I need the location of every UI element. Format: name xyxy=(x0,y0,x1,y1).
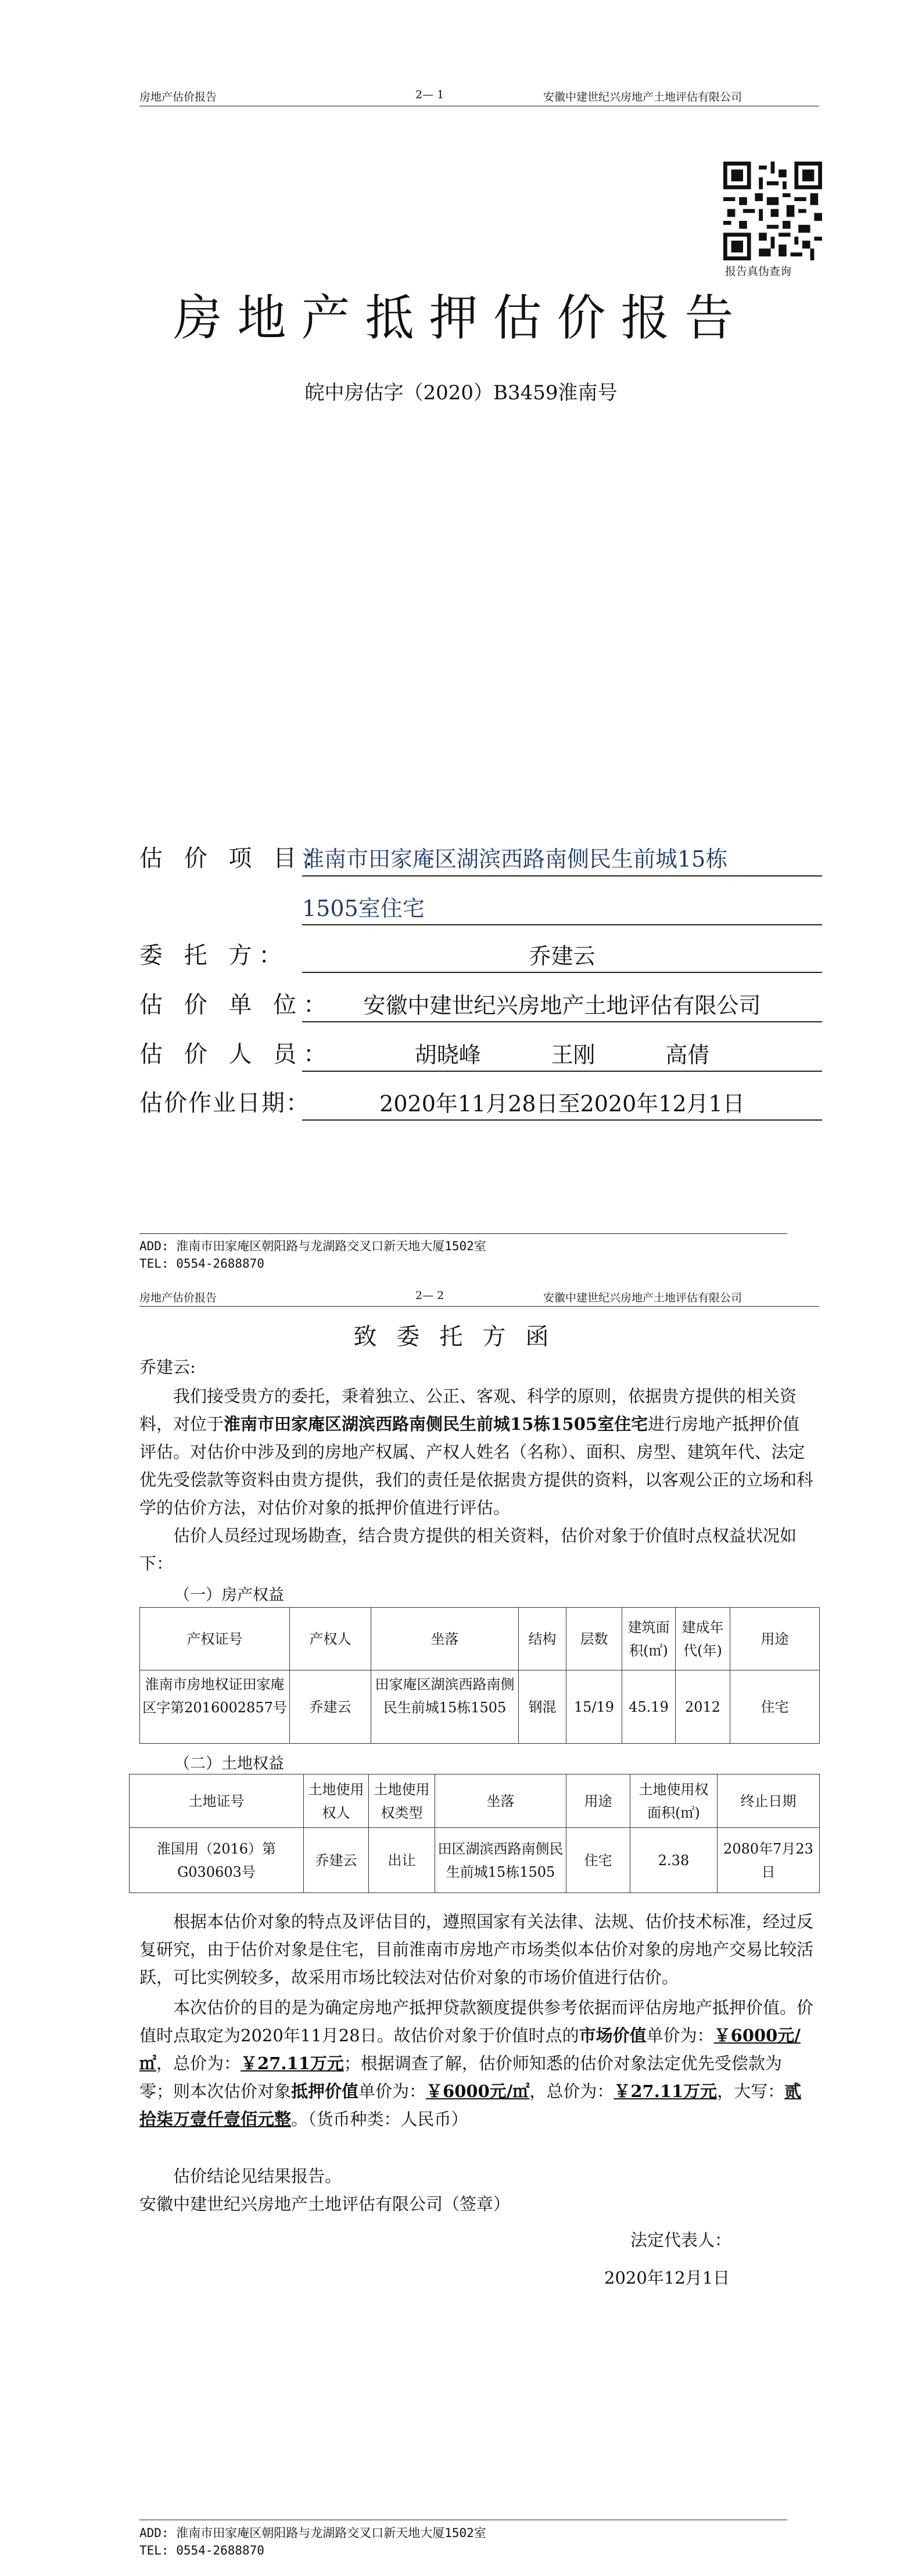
valuation-text: 单价为： xyxy=(646,2026,714,2045)
table-header-cell: 建筑面积(㎡) xyxy=(622,1608,676,1670)
footer-rule xyxy=(139,1233,787,1234)
market-unit-price: ￥6000元/㎡ xyxy=(139,2026,801,2073)
underline xyxy=(302,972,822,973)
field-value-appraiser-firm: 安徽中建世纪兴房地产土地评估有限公司 xyxy=(363,993,761,1018)
table-cell: 45.19 xyxy=(622,1670,676,1744)
salutation: 乔建云: xyxy=(139,1357,196,1377)
footer-phone: TEL: 0554-2688870 xyxy=(139,2543,264,2557)
table-cell: 乔建云 xyxy=(304,1828,369,1893)
qr-code-icon xyxy=(723,162,822,260)
intro-paragraph xyxy=(139,1382,813,1522)
footer-address: ADD: 淮南市田家庵区朝阳路与龙湖路交叉口新天地大厦1502室 xyxy=(139,2526,486,2540)
table-header-cell: 层数 xyxy=(566,1608,622,1670)
valuation-paragraph xyxy=(139,1994,813,2133)
table-header-cell: 产权人 xyxy=(290,1608,371,1670)
underline xyxy=(302,924,822,925)
table-header-cell: 土地使用权类型 xyxy=(369,1774,435,1828)
header-left: 房地产估价报告 xyxy=(139,1291,217,1304)
mortgage-unit-price: ￥6000元/㎡ xyxy=(426,2081,530,2101)
field-value-work-date: 2020年11月28日至2020年12月1日 xyxy=(379,1091,745,1117)
table-cell: 淮国用（2016）第G030603号 xyxy=(130,1828,304,1893)
table-cell: 田区湖滨西路南侧民生前城15栋1505 xyxy=(435,1828,566,1893)
conclusion-note: 估价结论见结果报告。 xyxy=(173,2166,342,2186)
table-header-cell: 土地证号 xyxy=(130,1774,304,1828)
valuation-text: ，大写： xyxy=(717,2081,785,2101)
rights-intro: 估价人员经过现场勘查，结合贵方提供的相关资料，估价对象于价值时点权益状况如下： xyxy=(139,1526,797,1573)
table-header-row xyxy=(140,1608,820,1670)
table-cell: 2.38 xyxy=(630,1828,717,1893)
field-value-client: 乔建云 xyxy=(529,943,595,969)
table-cell: 乔建云 xyxy=(290,1670,371,1744)
header-left: 房地产估价报告 xyxy=(139,91,217,103)
report-number: 皖中房估字（2020）B3459淮南号 xyxy=(304,381,618,405)
table-header-row xyxy=(130,1774,820,1828)
mortgage-total-price: ￥27.11万元 xyxy=(614,2081,717,2101)
table-cell: 出让 xyxy=(369,1828,435,1893)
intro-text: 我们接受贵方的委托，秉着独立、公正、客观、科学的原则，依据贵方提供的相关资料，对位于 xyxy=(139,1386,797,1434)
mortgage-value-label: 抵押价值 xyxy=(291,2081,359,2101)
field-value-appraisers: 胡晓峰 王刚 高倩 xyxy=(414,1042,710,1068)
field-label-project: 估 价 项 目： xyxy=(139,845,334,872)
field-label-client: 委 托 方： xyxy=(139,942,289,969)
table-header-cell: 终止日期 xyxy=(717,1774,820,1828)
intro-text-cont: 进行房地产抵押价值评估。对估价中涉及到的房地产权属、产权人姓名（名称）、面积、房型、建筑年代、法定优先受偿款等资料由贵方提供，我们的责任是依据贵方提供的资料，以客观公正的立场和科学的估价方法，对估价对象的抵押价值进行评估。 xyxy=(139,1414,814,1518)
table-header-cell: 坐落 xyxy=(435,1774,566,1828)
underline xyxy=(302,1119,822,1121)
legal-representative: 法定代表人： xyxy=(630,2230,732,2250)
header-page-number: 2— 1 xyxy=(415,88,444,101)
underline xyxy=(302,1071,822,1072)
report-title: 房地产抵押估价报告 xyxy=(173,289,749,346)
table-row xyxy=(130,1828,820,1893)
valuation-text: 本次估价的目的是为确定房地产抵押贷款额度提供参考依据而评估房地产抵押价值。价值时点取定为2020年11月28日。故估价对象于价值时点的 xyxy=(139,1998,814,2045)
field-label-work-date: 估价作业日期： xyxy=(139,1090,310,1117)
table-cell: 2012 xyxy=(676,1670,730,1744)
letter-date: 2020年12月1日 xyxy=(604,2268,730,2288)
table-cell: 15/19 xyxy=(566,1670,622,1744)
market-value-label: 市场价值 xyxy=(579,2026,647,2045)
table-header-cell: 用途 xyxy=(566,1774,630,1828)
table-header-cell: 结构 xyxy=(519,1608,566,1670)
land-rights-table xyxy=(129,1774,820,1893)
qr-caption: 报告真伪查询 xyxy=(725,265,792,278)
table-header-cell: 坐落 xyxy=(371,1608,519,1670)
field-value-project-cont: 1505室住宅 xyxy=(302,896,425,921)
market-total-price: ￥27.11万元 xyxy=(241,2053,344,2073)
valuation-text: ，总价为： xyxy=(156,2053,241,2073)
footer-address: ADD: 淮南市田家庵区朝阳路与龙湖路交叉口新天地大厦1502室 xyxy=(139,1239,486,1253)
table-header-cell: 土地使用权人 xyxy=(304,1774,369,1828)
company-signature: 安徽中建世纪兴房地产土地评估有限公司（签章） xyxy=(139,2194,511,2214)
underline xyxy=(302,875,822,876)
field-value-project: 淮南市田家庵区湖滨西路南侧民生前城15栋 xyxy=(302,846,728,872)
valuation-text: 。（货币种类：人民币） xyxy=(291,2109,468,2129)
table-cell: 住宅 xyxy=(730,1670,820,1744)
amount-in-words: 贰拾柒万壹仟壹佰元整 xyxy=(139,2081,802,2129)
house-rights-caption: （一）房产权益 xyxy=(174,1586,284,1604)
letter-title: 致委托方函 xyxy=(353,1323,569,1350)
land-rights-caption: （二）土地权益 xyxy=(174,1755,284,1773)
table-cell: 田家庵区湖滨西路南侧民生前城15栋1505 xyxy=(371,1670,519,1744)
property-address: 淮南市田家庵区湖滨西路南侧民生前城15栋1505室住宅 xyxy=(224,1414,648,1434)
house-rights-table xyxy=(139,1607,820,1744)
field-label-appraiser-firm: 估 价 单 位： xyxy=(139,992,334,1018)
footer-phone: TEL: 0554-2688870 xyxy=(139,1257,264,1271)
header-right: 安徽中建世纪兴房地产土地评估有限公司 xyxy=(543,91,742,103)
table-header-cell: 用途 xyxy=(730,1608,820,1670)
header-page-number: 2— 2 xyxy=(415,1289,444,1302)
valuation-text: ，总价为： xyxy=(529,2081,614,2101)
table-cell: 淮南市房地权证田家庵区字第2016002857号 xyxy=(140,1670,290,1744)
table-row xyxy=(140,1670,820,1744)
header-right: 安徽中建世纪兴房地产土地评估有限公司 xyxy=(543,1291,742,1304)
field-label-appraisers: 估 价 人 员： xyxy=(139,1041,334,1068)
valuation-text: 单价为： xyxy=(358,2081,426,2101)
header-rule xyxy=(139,1306,819,1307)
table-header-cell: 建成年代(年) xyxy=(676,1608,730,1670)
table-cell: 钢混 xyxy=(519,1670,566,1744)
valuation-text: ；根据调查了解，估价师知悉的估价对象法定优先受偿款为零；则本次估价对象 xyxy=(139,2053,782,2101)
table-cell: 2080年7月23日 xyxy=(717,1828,820,1893)
table-header-cell: 产权证号 xyxy=(140,1608,290,1670)
underline xyxy=(302,1021,822,1022)
table-cell: 住宅 xyxy=(566,1828,630,1893)
table-header-cell: 土地使用权面积(㎡) xyxy=(630,1774,717,1828)
method-paragraph: 根据本估价对象的特点及评估目的，遵照国家有关法律、法规、估价技术标准，经过反复研究，由于估价对象是住宅，目前淮南市房地产市场类似本估价对象的房地产交易比较活跃，可比实例较多，故采用市场比较法对估价对象的市场价值进行估价。 xyxy=(139,1912,814,1987)
